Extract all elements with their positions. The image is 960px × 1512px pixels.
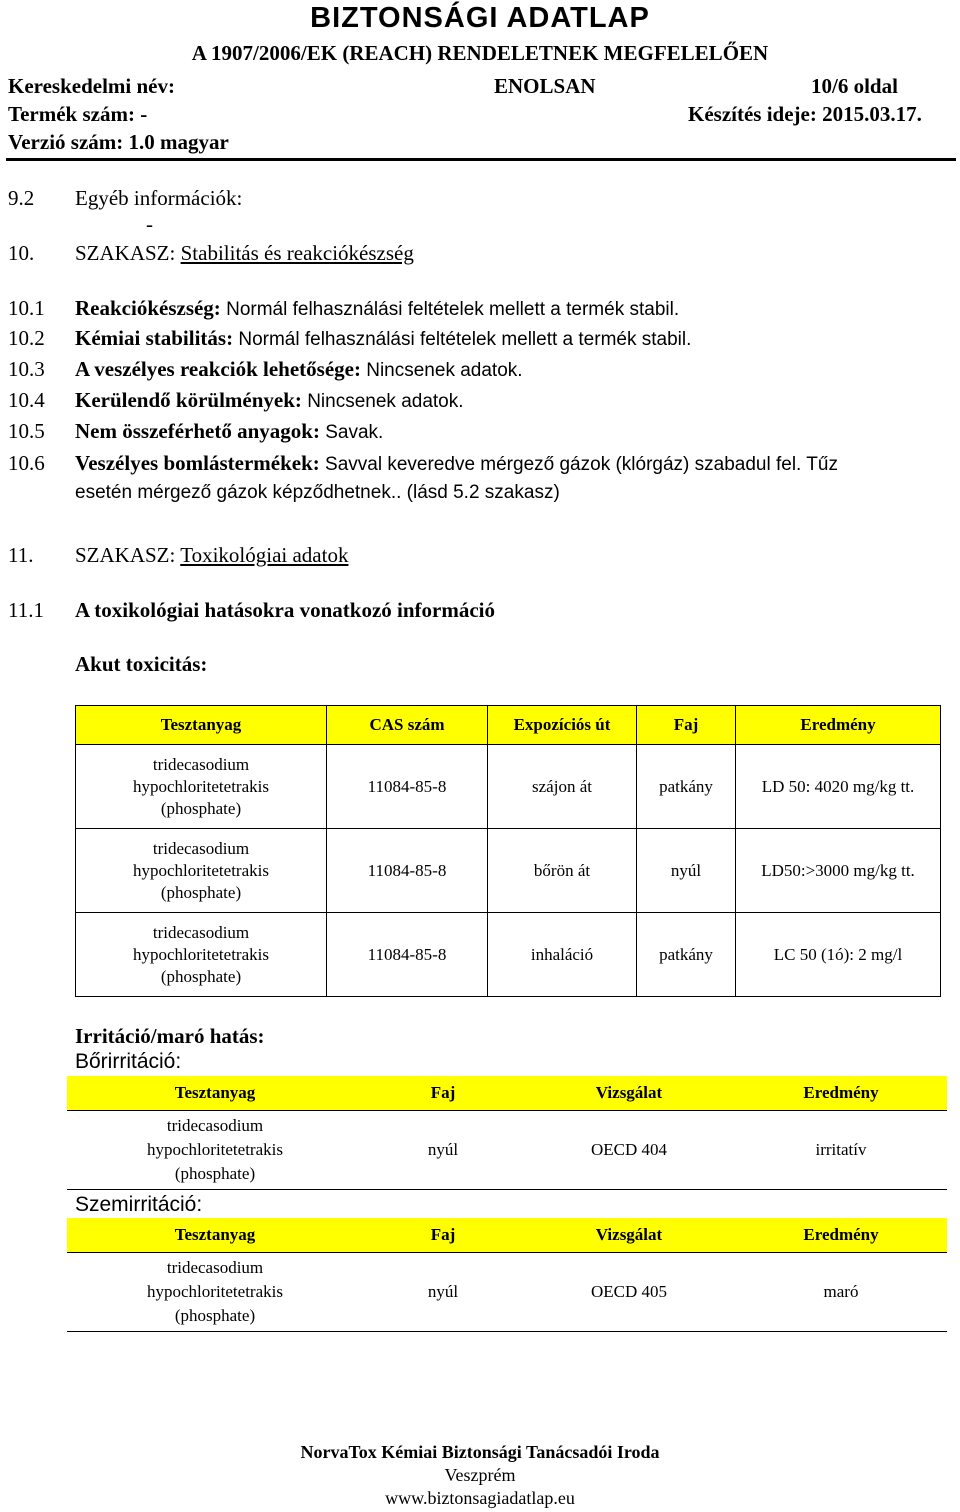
substance-line: tridecasodium bbox=[166, 1258, 264, 1277]
cas-cell: 11084-85-8 bbox=[327, 829, 488, 913]
substance-cell bbox=[67, 1111, 363, 1190]
item-10-2-text: Normál felhasználási feltételek mellett a termék stabil. bbox=[233, 329, 692, 350]
substance-line: hypochloritetetrakis bbox=[133, 776, 269, 796]
item-10-5-text: Savak. bbox=[319, 422, 384, 443]
item-10-4-label: Kerülendő körülmények: bbox=[75, 388, 302, 412]
substance-line: hypochloritetetrakis bbox=[133, 944, 269, 964]
cas-cell: 11084-85-8 bbox=[327, 913, 488, 997]
footer-organization: NorvaTox Kémiai Biztonsági Tanácsadói Iroda bbox=[300, 1442, 660, 1462]
species-cell: nyúl bbox=[363, 1111, 523, 1190]
substance-line: hypochloritetetrakis bbox=[133, 860, 269, 880]
cas-cell: 11084-85-8 bbox=[327, 745, 488, 829]
table-row bbox=[76, 913, 941, 997]
table-row bbox=[76, 745, 941, 829]
item-10-2-number: 10.2 bbox=[8, 326, 45, 350]
column-header: Eredmény bbox=[735, 1218, 947, 1253]
item-10-3 bbox=[75, 357, 523, 382]
column-header: Eredmény bbox=[736, 706, 941, 745]
column-header: Faj bbox=[637, 706, 736, 745]
irritation-label: Irritáció/maró hatás: bbox=[75, 1024, 265, 1048]
item-10-6-text: Savval keveredve mérgező gázok (klórgáz) szabadul fel. Tűz bbox=[319, 454, 838, 475]
eye-irritation-table bbox=[67, 1218, 947, 1332]
route-cell: inhaláció bbox=[488, 913, 637, 997]
table-row bbox=[67, 1111, 947, 1190]
footer-city: Veszprém bbox=[444, 1465, 516, 1485]
column-header: Tesztanyag bbox=[67, 1076, 363, 1111]
item-10-6-number: 10.6 bbox=[8, 451, 45, 475]
acute-toxicity-table bbox=[75, 705, 941, 997]
table-header-row bbox=[67, 1218, 947, 1253]
section-9-2-value: - bbox=[146, 212, 153, 236]
species-cell: nyúl bbox=[363, 1253, 523, 1332]
document-subtitle: A 1907/2006/EK (REACH) RENDELETNEK MEGFELELŐEN bbox=[191, 41, 769, 65]
item-10-6-text-continued: esetén mérgező gázok képződhetnek.. (lásd 5.2 szakasz) bbox=[75, 482, 560, 503]
trade-name-label: Kereskedelmi név: bbox=[8, 74, 175, 98]
item-10-3-label: A veszélyes reakciók lehetősége: bbox=[75, 357, 361, 381]
table-row bbox=[67, 1253, 947, 1332]
item-10-3-text: Nincsenek adatok. bbox=[360, 360, 523, 381]
species-cell: patkány bbox=[637, 913, 736, 997]
product-number: Termék szám: - bbox=[8, 102, 148, 126]
route-cell: szájon át bbox=[488, 745, 637, 829]
substance-line: tridecasodium bbox=[152, 754, 250, 774]
footer-website-link[interactable]: www.biztonsagiadatlap.eu bbox=[385, 1488, 575, 1508]
item-10-5 bbox=[75, 419, 383, 444]
header-divider bbox=[6, 158, 956, 161]
section-11-heading bbox=[75, 543, 348, 568]
substance-line: tridecasodium bbox=[152, 922, 250, 942]
route-cell: bőrön át bbox=[488, 829, 637, 913]
result-cell: LD50:>3000 mg/kg tt. bbox=[736, 829, 941, 913]
result-cell: maró bbox=[735, 1253, 947, 1332]
test-cell: OECD 405 bbox=[523, 1253, 735, 1332]
column-header: Eredmény bbox=[735, 1076, 947, 1111]
item-10-4-text: Nincsenek adatok. bbox=[301, 391, 464, 412]
substance-line: (phosphate) bbox=[160, 882, 242, 902]
substance-line: hypochloritetetrakis bbox=[147, 1282, 283, 1301]
substance-line: tridecasodium bbox=[166, 1116, 264, 1135]
substance-cell bbox=[67, 1253, 363, 1332]
item-10-2 bbox=[75, 326, 691, 351]
substance-line: (phosphate) bbox=[174, 1164, 256, 1183]
item-10-4 bbox=[75, 388, 464, 413]
page-number: 10/6 oldal bbox=[811, 74, 898, 98]
section-11-title: Toxikológiai adatok bbox=[180, 543, 349, 567]
column-header: Faj bbox=[363, 1218, 523, 1253]
subsection-11-1-title: A toxikológiai hatásokra vonatkozó információ bbox=[75, 598, 496, 622]
item-10-1-number: 10.1 bbox=[8, 296, 45, 320]
result-cell: LD 50: 4020 mg/kg tt. bbox=[736, 745, 941, 829]
table-row bbox=[76, 829, 941, 913]
column-header: CAS szám bbox=[327, 706, 488, 745]
substance-line: tridecasodium bbox=[152, 838, 250, 858]
skin-irritation-label: Bőrirritáció: bbox=[75, 1050, 182, 1073]
item-10-1 bbox=[75, 296, 679, 321]
table-header-row bbox=[76, 706, 941, 745]
column-header: Expozíciós út bbox=[488, 706, 637, 745]
column-header: Tesztanyag bbox=[67, 1218, 363, 1253]
substance-line: hypochloritetetrakis bbox=[147, 1140, 283, 1159]
item-10-2-label: Kémiai stabilitás: bbox=[75, 326, 234, 350]
section-10-number: 10. bbox=[8, 241, 35, 265]
result-cell: irritatív bbox=[735, 1111, 947, 1190]
skin-irritation-table bbox=[67, 1076, 947, 1190]
species-cell: nyúl bbox=[637, 829, 736, 913]
section-10-prefix: SZAKASZ: bbox=[75, 241, 181, 265]
item-10-5-label: Nem összeférhető anyagok: bbox=[75, 419, 320, 443]
column-header: Vizsgálat bbox=[523, 1076, 735, 1111]
subsection-11-1-number: 11.1 bbox=[8, 598, 44, 622]
item-10-3-number: 10.3 bbox=[8, 357, 45, 381]
item-10-1-label: Reakciókészség: bbox=[75, 296, 221, 320]
substance-line: (phosphate) bbox=[174, 1306, 256, 1325]
item-10-6-label: Veszélyes bomlástermékek: bbox=[75, 451, 320, 475]
creation-date: Készítés ideje: 2015.03.17. bbox=[688, 102, 922, 126]
substance-line: (phosphate) bbox=[160, 798, 242, 818]
product-name: ENOLSAN bbox=[494, 74, 596, 98]
section-9-2-number: 9.2 bbox=[8, 186, 35, 210]
table-header-row bbox=[67, 1076, 947, 1111]
substance-cell bbox=[76, 913, 327, 997]
substance-cell bbox=[76, 745, 327, 829]
section-11-prefix: SZAKASZ: bbox=[75, 543, 181, 567]
column-header: Vizsgálat bbox=[523, 1218, 735, 1253]
section-10-heading bbox=[75, 241, 414, 266]
section-11-number: 11. bbox=[8, 543, 34, 567]
column-header: Faj bbox=[363, 1076, 523, 1111]
eye-irritation-label: Szemirritáció: bbox=[75, 1193, 203, 1216]
item-10-5-number: 10.5 bbox=[8, 419, 45, 443]
version-number: Verzió szám: 1.0 magyar bbox=[8, 130, 229, 154]
species-cell: patkány bbox=[637, 745, 736, 829]
item-10-6 bbox=[75, 451, 838, 476]
substance-line: (phosphate) bbox=[160, 966, 242, 986]
result-cell: LC 50 (1ó): 2 mg/l bbox=[736, 913, 941, 997]
substance-cell bbox=[76, 829, 327, 913]
acute-toxicity-label: Akut toxicitás: bbox=[75, 652, 208, 676]
test-cell: OECD 404 bbox=[523, 1111, 735, 1190]
item-10-4-number: 10.4 bbox=[8, 388, 45, 412]
section-9-2-label: Egyéb információk: bbox=[75, 186, 243, 210]
item-10-1-text: Normál felhasználási feltételek mellett a termék stabil. bbox=[220, 299, 680, 320]
column-header: Tesztanyag bbox=[76, 706, 327, 745]
section-10-title: Stabilitás és reakciókészség bbox=[180, 241, 414, 265]
document-title: BIZTONSÁGI ADATLAP bbox=[310, 2, 650, 34]
